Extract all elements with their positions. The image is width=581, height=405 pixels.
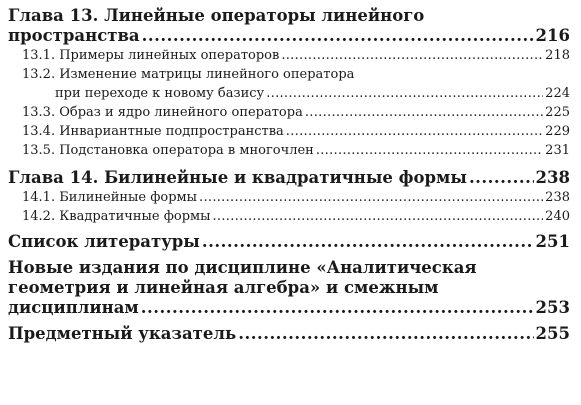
section-title: Подстановка оператора в многочлен	[59, 143, 314, 158]
section-title-line2: при переходе к новому базису	[55, 86, 265, 101]
chapter-14-page: 238	[535, 168, 570, 187]
literature-page: 251	[535, 232, 570, 251]
new-editions-entry[interactable]	[8, 298, 570, 318]
chapter-13-title-line2: пространства	[8, 26, 140, 45]
section-title: Образ и ядро линейного оператора	[59, 105, 303, 120]
new-editions-line1: Новые издания по дисциплине «Аналитическая	[8, 258, 477, 277]
new-editions-line3: дисциплинам	[8, 298, 139, 317]
leader-dots	[141, 298, 534, 318]
section-number: 13.2.	[22, 67, 56, 82]
chapter-13-entry[interactable]	[8, 26, 570, 46]
leader-dots	[238, 324, 533, 344]
leader-dots	[142, 26, 534, 46]
section-number: 13.4.	[22, 124, 56, 139]
section-number: 14.1.	[22, 190, 56, 205]
section-number: 13.5.	[22, 143, 56, 158]
section-title-line1: Изменение матрицы линейного оператора	[59, 67, 355, 82]
new-editions	[8, 258, 570, 318]
section-number: 13.1.	[22, 48, 56, 63]
index-entry[interactable]	[8, 324, 570, 344]
section-title: Билинейные формы	[59, 190, 198, 205]
section-14-1[interactable]	[8, 188, 570, 207]
leader-dots	[199, 188, 543, 207]
new-editions-page: 253	[535, 298, 570, 317]
section-number: 14.2.	[22, 209, 56, 224]
section-title: Инвариантные подпространства	[59, 124, 284, 139]
section-14-2[interactable]	[8, 207, 570, 226]
section-number: 13.3.	[22, 105, 56, 120]
chapter-13-page: 216	[535, 26, 570, 45]
chapter-13-title-line1: Глава 13. Линейные операторы линейного	[8, 6, 425, 25]
leader-dots	[281, 46, 543, 65]
section-13-4[interactable]	[8, 122, 570, 141]
spacer	[8, 160, 570, 168]
literature-title: Список литературы	[8, 232, 200, 251]
section-page: 240	[545, 209, 570, 224]
section-title: Квадратичные формы	[59, 209, 211, 224]
section-page: 229	[545, 124, 570, 139]
index-page: 255	[535, 324, 570, 343]
section-page: 225	[545, 105, 570, 120]
chapter-14-entry[interactable]	[8, 168, 570, 188]
chapter-13	[8, 6, 570, 160]
section-page: 238	[545, 190, 570, 205]
chapter-14-title: Глава 14. Билинейные и квадратичные формы	[8, 168, 467, 187]
leader-dots	[213, 207, 544, 226]
section-title: Примеры линейных операторов	[59, 48, 280, 63]
chapter-14	[8, 168, 570, 226]
table-of-contents	[8, 6, 570, 344]
leader-dots	[469, 168, 534, 188]
leader-dots	[316, 141, 543, 160]
leader-dots	[286, 122, 543, 141]
section-13-2-line1[interactable]	[8, 65, 570, 84]
literature-entry[interactable]	[8, 232, 570, 252]
section-13-2[interactable]	[8, 84, 570, 103]
section-13-1[interactable]	[8, 46, 570, 65]
section-page: 224	[545, 86, 570, 101]
leader-dots	[266, 84, 543, 103]
new-editions-line2: геометрия и линейная алгебра» и смежным	[8, 278, 439, 297]
section-13-3[interactable]	[8, 103, 570, 122]
index-title: Предметный указатель	[8, 324, 237, 343]
section-13-5[interactable]	[8, 141, 570, 160]
section-page: 218	[545, 48, 570, 63]
section-page: 231	[545, 143, 570, 158]
leader-dots	[202, 232, 534, 252]
leader-dots	[305, 103, 543, 122]
